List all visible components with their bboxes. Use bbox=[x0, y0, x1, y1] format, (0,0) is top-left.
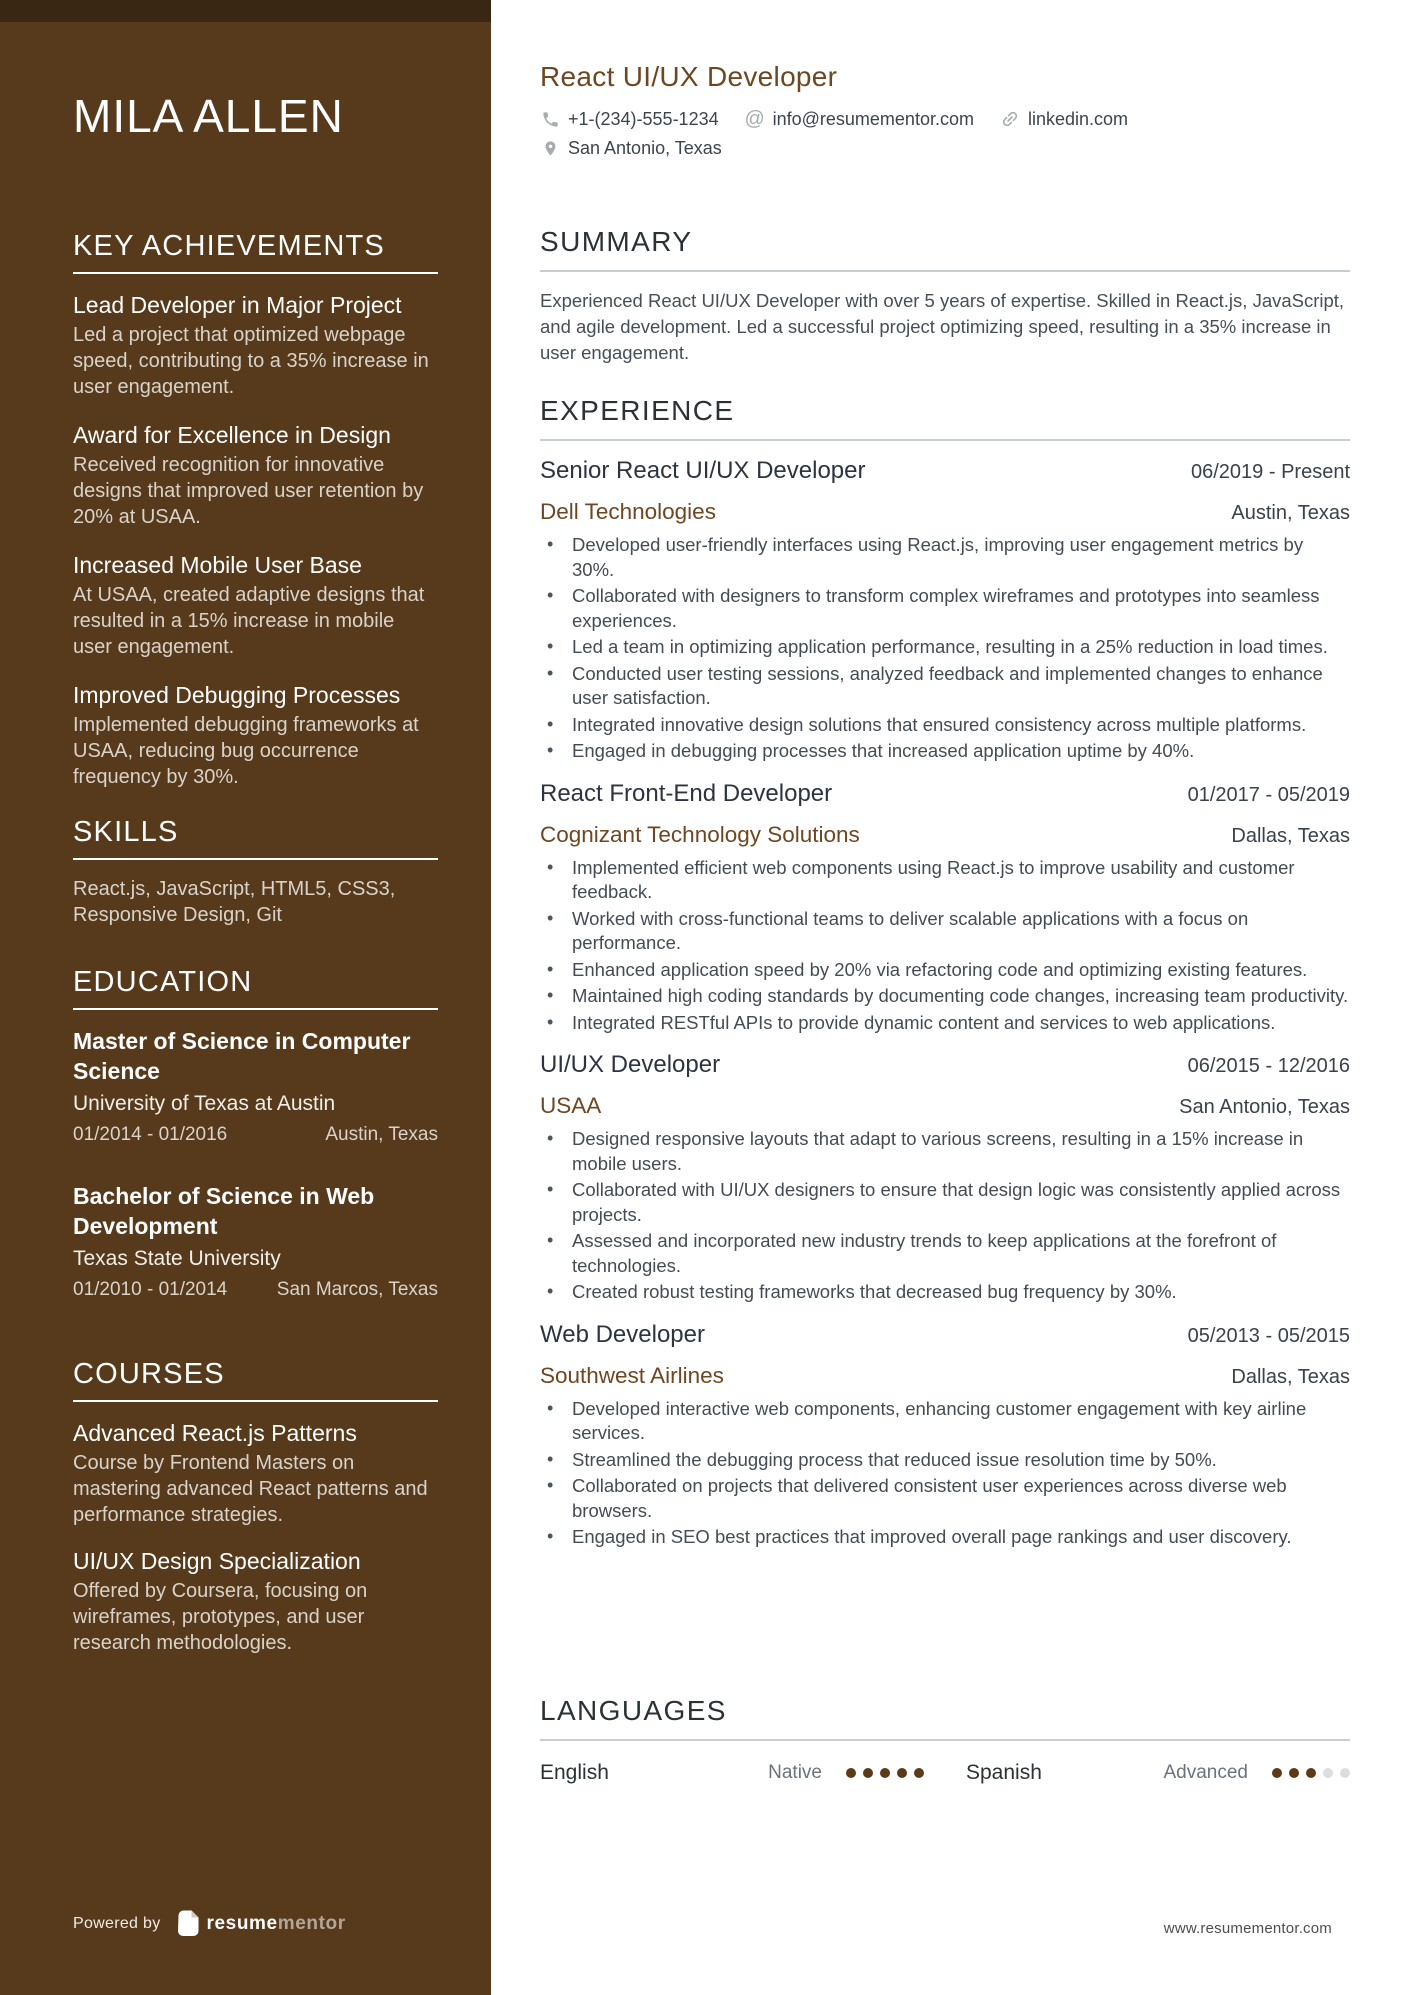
job-location: San Antonio, Texas bbox=[1179, 1096, 1350, 1118]
school-name: Texas State University bbox=[73, 1247, 281, 1270]
section-divider bbox=[540, 270, 1350, 272]
job-dates: 01/2017 - 05/2019 bbox=[1187, 783, 1350, 806]
section-courses bbox=[73, 1356, 438, 1674]
contact-row bbox=[540, 136, 1350, 160]
achievement-desc: Received recognition for innovative designs that improved user retention by 20% at USAA. bbox=[73, 454, 424, 528]
language-proficiency-dots bbox=[846, 1768, 924, 1778]
job-location: Austin, Texas bbox=[1231, 502, 1350, 524]
job-bullet: • Integrated innovative design solutions that ensured consistency across multiple platforms. bbox=[540, 713, 1350, 738]
experience-entry bbox=[540, 455, 1350, 764]
job-bullet-list bbox=[540, 533, 1350, 764]
job-bullet: • Engaged in SEO best practices that improved overall page rankings and user discovery. bbox=[540, 1525, 1350, 1550]
job-bullet: • Assessed and incorporated new industry trends to keep applications at the forefront of technologies. bbox=[540, 1229, 1350, 1278]
linkedin-url[interactable]: linkedin.com bbox=[1027, 109, 1129, 129]
job-company: Southwest Airlines bbox=[540, 1362, 724, 1388]
job-bullet: • Created robust testing frameworks that decreased bug frequency by 30%. bbox=[540, 1280, 1350, 1305]
contact-row bbox=[540, 107, 1350, 131]
dot-filled bbox=[880, 1768, 890, 1778]
job-bullet-list bbox=[540, 1127, 1350, 1305]
job-role: UI/UX Developer bbox=[540, 1051, 721, 1078]
education-dates: 01/2010 - 01/2014 bbox=[73, 1279, 228, 1300]
language-level: Advanced bbox=[1163, 1762, 1248, 1783]
brand-name: resumementor bbox=[206, 1912, 346, 1934]
job-bullet: • Integrated RESTful APIs to provide dynamic content and services to web applications. bbox=[540, 1011, 1350, 1036]
degree-title: Bachelor of Science in Web Development bbox=[73, 1183, 375, 1239]
section-divider bbox=[540, 439, 1350, 441]
education-dates: 01/2014 - 01/2016 bbox=[73, 1124, 228, 1145]
job-role: Web Developer bbox=[540, 1320, 705, 1348]
course-item bbox=[73, 1418, 438, 1528]
school-name: University of Texas at Austin bbox=[73, 1092, 336, 1115]
job-location: Dallas, Texas bbox=[1231, 1365, 1350, 1388]
language-name: English bbox=[540, 1761, 609, 1784]
email-address[interactable]: info@resumementor.com bbox=[772, 109, 974, 129]
email-contact[interactable] bbox=[745, 107, 974, 131]
job-bullet-list bbox=[540, 1397, 1350, 1550]
brand-logo-icon bbox=[177, 1910, 200, 1937]
course-title: Advanced React.js Patterns bbox=[73, 1420, 357, 1446]
achievement-desc: Led a project that optimized webpage speed, contributing to a 35% increase in user engagement. bbox=[73, 324, 429, 398]
dot-filled bbox=[1289, 1768, 1299, 1778]
dot-empty bbox=[1340, 1768, 1350, 1778]
achievement-item bbox=[73, 550, 438, 660]
main-content bbox=[491, 0, 1410, 1995]
achievement-item bbox=[73, 680, 438, 790]
job-bullet: • Designed responsive layouts that adapt to various screens, resulting in a 15% increase in mobile users. bbox=[540, 1127, 1350, 1176]
section-key-achievements bbox=[73, 228, 438, 790]
section-divider bbox=[540, 1739, 1350, 1741]
job-company: Cognizant Technology Solutions bbox=[540, 821, 860, 847]
link-icon bbox=[996, 105, 1024, 133]
candidate-name: MILA ALLEN bbox=[73, 89, 344, 142]
job-dates: 06/2019 - Present bbox=[1191, 461, 1350, 483]
dot-filled bbox=[863, 1768, 873, 1778]
dot-filled bbox=[897, 1768, 907, 1778]
job-dates: 05/2013 - 05/2015 bbox=[1187, 1324, 1350, 1347]
section-title: EXPERIENCE bbox=[540, 395, 735, 426]
section-title: KEY ACHIEVEMENTS bbox=[73, 230, 385, 262]
education-location: Austin, Texas bbox=[325, 1124, 438, 1145]
language-proficiency-dots bbox=[1272, 1768, 1350, 1778]
job-bullet: • Enhanced application speed by 20% via refactoring code and optimizing existing features. bbox=[540, 958, 1350, 983]
dot-filled bbox=[846, 1768, 856, 1778]
section-divider bbox=[73, 1008, 438, 1010]
course-item bbox=[73, 1546, 438, 1656]
section-title: SUMMARY bbox=[540, 226, 693, 257]
location-pin-icon bbox=[540, 138, 560, 158]
job-bullet: • Worked with cross-functional teams to deliver scalable applications with a focus on performance. bbox=[540, 907, 1350, 956]
section-title: COURSES bbox=[73, 1358, 225, 1390]
achievement-title: Award for Excellence in Design bbox=[73, 422, 391, 448]
job-bullet: • Streamlined the debugging process that reduced issue resolution time by 50%. bbox=[540, 1448, 1350, 1473]
sidebar bbox=[0, 0, 491, 1995]
job-location: Dallas, Texas bbox=[1231, 824, 1350, 847]
section-divider bbox=[73, 858, 438, 860]
experience-entry bbox=[540, 1049, 1350, 1305]
experience-entry bbox=[540, 778, 1350, 1036]
language-item bbox=[966, 1761, 1350, 1785]
education-item bbox=[73, 1026, 438, 1147]
language-level: Native bbox=[768, 1762, 822, 1783]
page-title: React UI/UX Developer bbox=[540, 61, 838, 92]
job-bullet: • Developed user-friendly interfaces using React.js, improving user engagement metrics by 30%. bbox=[540, 533, 1350, 582]
achievement-title: Lead Developer in Major Project bbox=[73, 292, 402, 318]
resumementor-logo bbox=[177, 1910, 346, 1937]
achievement-title: Improved Debugging Processes bbox=[73, 682, 401, 708]
section-experience bbox=[540, 393, 1350, 1552]
job-role: Senior React UI/UX Developer bbox=[540, 457, 866, 484]
location-contact bbox=[540, 136, 722, 160]
experience-entry bbox=[540, 1319, 1350, 1550]
job-bullet: • Developed interactive web components, enhancing customer engagement with key airline services. bbox=[540, 1397, 1350, 1446]
sidebar-top-strip bbox=[0, 0, 491, 22]
section-languages bbox=[540, 1693, 1350, 1785]
job-bullet: • Collaborated with UI/UX designers to ensure that design logic was consistently applied across projects. bbox=[540, 1178, 1350, 1227]
job-bullet: • Engaged in debugging processes that increased application uptime by 40%. bbox=[540, 739, 1350, 764]
course-desc: Course by Frontend Masters on mastering advanced React patterns and performance strategies. bbox=[73, 1452, 428, 1526]
course-title: UI/UX Design Specialization bbox=[73, 1548, 361, 1574]
dot-filled bbox=[914, 1768, 924, 1778]
job-bullet: • Conducted user testing sessions, analyzed feedback and implemented changes to enhance user satisfaction. bbox=[540, 662, 1350, 711]
section-education bbox=[73, 964, 438, 1302]
language-item bbox=[540, 1761, 924, 1785]
section-divider bbox=[73, 1400, 438, 1402]
achievement-item bbox=[73, 290, 438, 400]
degree-title: Master of Science in Computer Science bbox=[73, 1028, 411, 1084]
job-company: USAA bbox=[540, 1093, 602, 1118]
language-name: Spanish bbox=[966, 1761, 1042, 1784]
phone-contact bbox=[540, 107, 719, 131]
job-bullet: • Led a team in optimizing application performance, resulting in a 25% reduction in load times. bbox=[540, 635, 1350, 660]
job-dates: 06/2015 - 12/2016 bbox=[1187, 1055, 1350, 1077]
linkedin-contact[interactable] bbox=[1000, 107, 1128, 131]
website-url[interactable]: www.resumementor.com bbox=[1163, 1920, 1332, 1937]
job-bullet-list bbox=[540, 856, 1350, 1036]
section-title: SKILLS bbox=[73, 816, 179, 848]
achievement-desc: At USAA, created adaptive designs that resulted in a 15% increase in mobile user engagement. bbox=[73, 584, 425, 658]
resume-header bbox=[540, 60, 1350, 160]
job-bullet: • Implemented efficient web components using React.js to improve usability and customer feedback. bbox=[540, 856, 1350, 905]
job-company: Dell Technologies bbox=[540, 499, 716, 524]
powered-by-label: Powered by bbox=[73, 1914, 161, 1932]
dot-empty bbox=[1323, 1768, 1333, 1778]
section-title: LANGUAGES bbox=[540, 1695, 727, 1726]
dot-filled bbox=[1272, 1768, 1282, 1778]
location-text: San Antonio, Texas bbox=[568, 138, 722, 158]
achievement-desc: Implemented debugging frameworks at USAA, reducing bug occurrence frequency by 30%. bbox=[73, 714, 419, 788]
job-bullet: • Collaborated with designers to transform complex wireframes and prototypes into seamless experiences. bbox=[540, 584, 1350, 633]
section-divider bbox=[73, 272, 438, 274]
section-skills bbox=[73, 814, 438, 928]
phone-icon bbox=[540, 109, 560, 129]
education-location: San Marcos, Texas bbox=[276, 1279, 438, 1300]
powered-by-footer bbox=[73, 1910, 346, 1937]
skills-list: React.js, JavaScript, HTML5, CSS3, Responsive Design, Git bbox=[73, 878, 396, 926]
achievement-item bbox=[73, 420, 438, 530]
at-icon: @ bbox=[744, 108, 765, 130]
section-title: EDUCATION bbox=[73, 966, 253, 998]
dot-filled bbox=[1306, 1768, 1316, 1778]
job-bullet: • Maintained high coding standards by documenting code changes, increasing team productivity. bbox=[540, 984, 1350, 1009]
achievement-title: Increased Mobile User Base bbox=[73, 552, 362, 578]
education-item bbox=[73, 1181, 438, 1302]
job-role: React Front-End Developer bbox=[540, 779, 833, 807]
phone-number: +1-(234)-555-1234 bbox=[568, 109, 719, 129]
course-desc: Offered by Coursera, focusing on wireframes, prototypes, and user research methodologies. bbox=[73, 1580, 368, 1654]
job-bullet: • Collaborated on projects that delivered consistent user experiences across diverse web browsers. bbox=[540, 1474, 1350, 1523]
section-summary bbox=[540, 224, 1350, 366]
summary-text: Experienced React UI/UX Developer with over 5 years of expertise. Skilled in React.js, JavaScript, and agile development. Led a successful project optimizing speed, resulting in a 35% increase in user engagement. bbox=[540, 290, 1345, 363]
